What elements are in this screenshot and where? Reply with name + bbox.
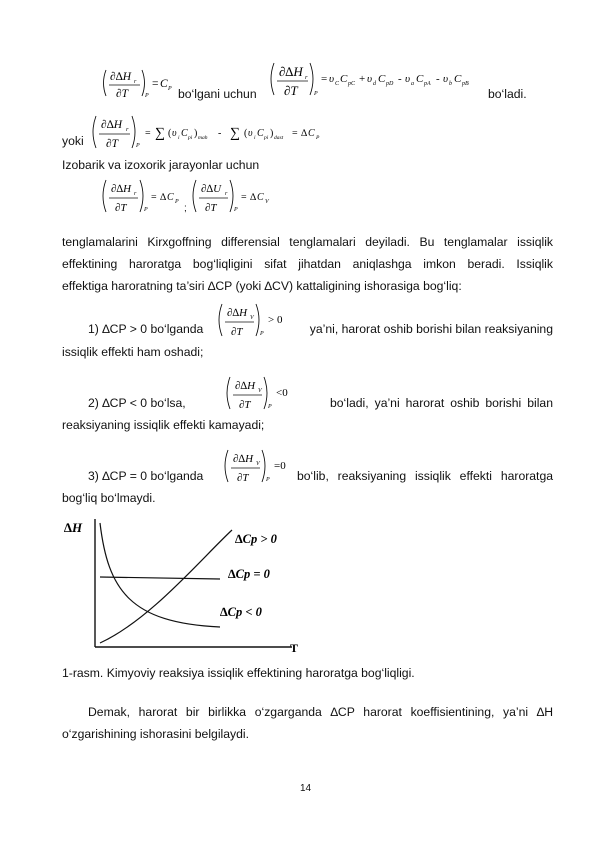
- svg-text:∂T: ∂T: [205, 202, 217, 214]
- svg-text:i: i: [254, 135, 256, 141]
- paragraph-line: effektining haroratga bog‘liqligini sifat jihatdan aniqlashga imkon beradi. Issiqlik: [62, 257, 553, 271]
- svg-text:P: P: [268, 404, 272, 410]
- svg-text:pA: pA: [424, 81, 431, 87]
- svg-text:r: r: [305, 74, 308, 81]
- svg-text:C: C: [378, 73, 386, 85]
- svg-text:C: C: [308, 128, 315, 139]
- svg-text:∂T: ∂T: [239, 399, 251, 411]
- yoki-word: yoki: [62, 134, 84, 148]
- case3-tail: bo‘lib, reaksiyaning issiqlik effekti haroratga: [297, 469, 553, 483]
- figure-caption: 1-rasm. Kimyoviy reaksiya issiqlik effektining haroratga bog‘liqligi.: [62, 666, 415, 680]
- svg-text:mah: mah: [198, 135, 208, 141]
- svg-text:=: =: [145, 128, 151, 139]
- page-number: 14: [300, 783, 312, 794]
- svg-text:C: C: [257, 128, 264, 139]
- svg-text:b: b: [449, 81, 452, 87]
- svg-text:<0: <0: [276, 387, 288, 399]
- paragraph-line: effektiga haroratning ta’siri ∆CP (yoki ∆CV) kattaligining ishorasiga bog‘liq:: [62, 279, 462, 293]
- svg-text:(: (: [168, 128, 172, 139]
- x-axis-label: T: [290, 641, 299, 655]
- svg-text:∂T: ∂T: [237, 472, 249, 484]
- svg-text:pC: pC: [348, 81, 356, 87]
- svg-text:-: -: [398, 73, 402, 85]
- svg-text:pi: pi: [188, 135, 193, 141]
- svg-text:P: P: [168, 86, 172, 92]
- svg-text:V: V: [265, 199, 269, 205]
- svg-text:∂∆H: ∂∆H: [227, 307, 248, 319]
- svg-text:=0: =0: [274, 460, 286, 472]
- formula-dH-dT-equals-Cp: [100, 64, 176, 102]
- svg-text:P: P: [175, 199, 179, 205]
- svg-text:∂∆U: ∂∆U: [201, 183, 222, 195]
- svg-text:P: P: [260, 331, 264, 337]
- svg-text:r: r: [225, 191, 228, 197]
- y-axis-label: ∆H: [64, 520, 83, 535]
- svg-text:υ: υ: [172, 128, 177, 139]
- svg-text:C: C: [340, 73, 348, 85]
- svg-text:i: i: [178, 135, 180, 141]
- svg-text:∂T: ∂T: [284, 83, 298, 98]
- formula-dH-dT-sum-nuC: [268, 59, 488, 101]
- svg-text:υ: υ: [405, 73, 411, 85]
- formula-svg: [216, 300, 292, 342]
- figure-svg: [60, 515, 320, 655]
- svg-text:C: C: [167, 192, 174, 203]
- svg-text:∂T: ∂T: [115, 202, 127, 214]
- svg-text:V: V: [250, 315, 254, 321]
- svg-text:pD: pD: [386, 81, 394, 87]
- svg-text:): ): [194, 128, 198, 139]
- curve-dcp-positive: [100, 523, 220, 627]
- svg-text:=: =: [241, 192, 247, 203]
- svg-text:P: P: [144, 207, 148, 213]
- svg-text:r: r: [126, 126, 129, 133]
- figure-dH-vs-T: [60, 515, 320, 655]
- formula-svg: [224, 373, 300, 415]
- case2-tail: bo‘ladi, ya’ni harorat oshib borishi bilan: [330, 396, 553, 410]
- svg-text:=: =: [292, 128, 298, 139]
- case3-line2: bog‘liq bo‘lmaydi.: [62, 491, 156, 505]
- svg-text:υ: υ: [329, 73, 335, 85]
- svg-text:∂∆H: ∂∆H: [235, 380, 256, 392]
- svg-text:∂∆H: ∂∆H: [101, 119, 123, 131]
- svg-text:r: r: [134, 79, 137, 85]
- formula-case3-zero: [222, 446, 298, 488]
- curve-dcp-zero: [100, 577, 220, 579]
- svg-text:∆: ∆: [160, 192, 167, 203]
- formula-svg: [222, 446, 298, 488]
- svg-text:-: -: [218, 128, 222, 139]
- svg-text:pB: pB: [462, 81, 469, 87]
- formula-isochoric: [190, 176, 272, 216]
- svg-text:P: P: [316, 135, 320, 141]
- curve-label-negative: ∆Cp < 0: [220, 605, 262, 619]
- svg-text:C: C: [454, 73, 462, 85]
- svg-text:V: V: [256, 461, 260, 467]
- formula-sum-products-minus-reactants: [90, 112, 340, 152]
- svg-text:dast: dast: [274, 135, 284, 141]
- svg-text:=: =: [321, 73, 328, 85]
- svg-text:=: =: [151, 192, 157, 203]
- semicolon-separator: ;: [184, 203, 187, 214]
- svg-text:υ: υ: [443, 73, 449, 85]
- conclusion-line: Demak, harorat bir birlikka o‘zgarganda ∆CP harorat koeffisientining, ya’ni ∆H: [88, 705, 553, 719]
- case1-lead: 1) ∆CP > 0 bo‘lganda: [88, 322, 204, 336]
- svg-text:C: C: [181, 128, 188, 139]
- svg-text:> 0: > 0: [268, 314, 283, 326]
- svg-text:∆: ∆: [301, 128, 308, 139]
- svg-text:∂∆H: ∂∆H: [111, 183, 132, 195]
- svg-text:∂T: ∂T: [116, 88, 129, 100]
- svg-text:υ: υ: [367, 73, 373, 85]
- svg-text:P: P: [136, 143, 140, 149]
- svg-text:P: P: [234, 207, 238, 213]
- case3-lead: 3) ∆CP = 0 bo‘lganda: [88, 469, 204, 483]
- curve-label-positive: ∆Cp > 0: [235, 532, 277, 546]
- formula-svg: [268, 59, 488, 101]
- formula-svg: [90, 112, 340, 152]
- svg-text:C: C: [416, 73, 424, 85]
- line1-end: bo‘ladi.: [488, 87, 527, 101]
- formula-svg: [100, 176, 182, 216]
- svg-text:+: +: [359, 73, 366, 85]
- svg-text:∆: ∆: [250, 192, 257, 203]
- svg-text:P: P: [266, 477, 270, 483]
- svg-text:d: d: [373, 81, 376, 87]
- case2-line2: reaksiyaning issiqlik effekti kamayadi;: [62, 418, 265, 432]
- svg-text:r: r: [134, 191, 137, 197]
- svg-text:(: (: [244, 128, 248, 139]
- formula-case2-negative: [224, 373, 300, 415]
- paragraph-line: tenglamalarini Kirxgoffning differensial tenglamalari deyiladi. Bu tenglamalar issiqlik: [62, 235, 553, 249]
- case1-line2: issiqlik effekti ham oshadi;: [62, 345, 204, 359]
- svg-text:C: C: [160, 78, 168, 90]
- svg-text:a: a: [411, 81, 414, 87]
- curve-label-zero: ∆Cp = 0: [228, 567, 270, 581]
- case2-lead: 2) ∆CP < 0 bo‘lsa,: [88, 396, 186, 410]
- formula-svg: [190, 176, 272, 216]
- formula-isobaric: [100, 176, 182, 216]
- svg-text:pi: pi: [264, 135, 269, 141]
- svg-text:∂∆H: ∂∆H: [233, 453, 254, 465]
- svg-text:P: P: [145, 93, 149, 99]
- formula-svg: [100, 64, 176, 102]
- svg-text:∂∆H: ∂∆H: [279, 64, 303, 79]
- svg-text:=: =: [152, 78, 159, 90]
- formula-case1-positive: [216, 300, 292, 342]
- svg-text:∂T: ∂T: [106, 138, 119, 150]
- case1-tail: ya’ni, harorat oshib borishi bilan reaksiyaning: [309, 322, 553, 336]
- svg-text:υ: υ: [248, 128, 253, 139]
- svg-text:∂∆H: ∂∆H: [110, 71, 132, 83]
- conclusion-line: o‘zgarishining ishorasini belgilaydi.: [62, 727, 249, 741]
- svg-text:V: V: [258, 388, 262, 394]
- line1-suffix: bo‘lgani uchun: [178, 87, 257, 101]
- heading-izobarik: Izobarik va izoxorik jarayonlar uchun: [62, 158, 260, 172]
- svg-text:): ): [270, 128, 274, 139]
- svg-text:C: C: [257, 192, 264, 203]
- svg-text:∑: ∑: [155, 126, 165, 141]
- svg-text:∑: ∑: [230, 126, 240, 141]
- svg-text:P: P: [314, 91, 318, 97]
- svg-text:-: -: [436, 73, 440, 85]
- svg-text:∂T: ∂T: [231, 326, 243, 338]
- svg-text:C: C: [335, 81, 340, 87]
